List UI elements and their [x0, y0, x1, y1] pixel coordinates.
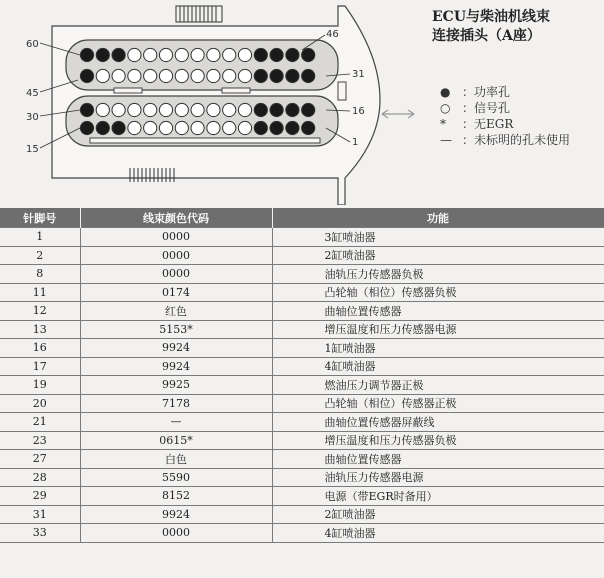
power-hole	[254, 121, 267, 134]
lower-bar	[90, 138, 320, 143]
table-header-row	[0, 208, 604, 228]
header-color: 线束颜色代码	[80, 208, 272, 228]
signal-hole	[159, 103, 172, 116]
function-cell: 油轨压力传感器负极	[272, 265, 604, 284]
pin-cell: 8	[0, 265, 80, 284]
function-cell: 4缸喷油器	[272, 357, 604, 376]
signal-hole	[223, 69, 236, 82]
pin-cell: 21	[0, 413, 80, 432]
power-hole	[270, 48, 283, 61]
signal-hole	[112, 103, 125, 116]
pin-cell: 13	[0, 320, 80, 339]
table-row	[0, 376, 604, 395]
power-hole	[302, 69, 315, 82]
table-row	[0, 468, 604, 487]
power-hole	[286, 48, 299, 61]
power-hole	[112, 121, 125, 134]
title-line-1: ECU与柴油机线束	[432, 9, 551, 25]
legend-unused	[440, 132, 570, 148]
signal-hole	[159, 121, 172, 134]
color-code-cell: 9924	[80, 357, 272, 376]
pin-cell: 23	[0, 431, 80, 450]
function-cell: 3缸喷油器	[272, 228, 604, 247]
legend-power	[440, 84, 570, 100]
table-row	[0, 246, 604, 265]
color-code-cell: 0000	[80, 246, 272, 265]
function-cell: 曲轴位置传感器	[272, 302, 604, 321]
signal-hole	[207, 121, 220, 134]
top-ribs	[176, 6, 222, 22]
power-hole	[270, 121, 283, 134]
signal-hole	[96, 103, 109, 116]
power-hole	[286, 103, 299, 116]
power-hole	[254, 69, 267, 82]
color-code-cell: 白色	[80, 450, 272, 469]
pin-cell: 20	[0, 394, 80, 413]
double-arrow-icon	[378, 108, 418, 120]
function-cell: 凸轮轴（相位）传感器负极	[272, 283, 604, 302]
color-code-cell: 0000	[80, 228, 272, 247]
signal-hole	[223, 48, 236, 61]
function-cell: 增压温度和压力传感器负极	[272, 431, 604, 450]
power-hole	[302, 48, 315, 61]
pin-label-16: 16	[352, 106, 365, 117]
signal-hole	[128, 69, 141, 82]
signal-hole	[191, 69, 204, 82]
signal-hole	[144, 121, 157, 134]
signal-hole	[207, 69, 220, 82]
signal-hole	[175, 48, 188, 61]
power-hole	[80, 48, 93, 61]
signal-hole	[159, 48, 172, 61]
signal-hole	[207, 48, 220, 61]
power-hole	[270, 69, 283, 82]
signal-hole	[96, 69, 109, 82]
pin-cell: 11	[0, 283, 80, 302]
dash-icon: —	[440, 133, 452, 147]
color-code-cell: 9924	[80, 505, 272, 524]
pin-label-45: 45	[26, 88, 39, 99]
table-row	[0, 265, 604, 284]
signal-hole	[191, 48, 204, 61]
signal-hole	[159, 69, 172, 82]
power-hole	[302, 121, 315, 134]
legend	[440, 84, 570, 148]
power-hole	[254, 103, 267, 116]
signal-hole	[175, 103, 188, 116]
pin-label-15: 15	[26, 144, 39, 155]
color-code-cell: 5153*	[80, 320, 272, 339]
pin-table	[0, 208, 604, 543]
table-row	[0, 339, 604, 358]
pin-cell: 28	[0, 468, 80, 487]
function-cell: 曲轴位置传感器屏蔽线	[272, 413, 604, 432]
signal-hole	[223, 121, 236, 134]
signal-hole	[238, 48, 251, 61]
pin-cell: 29	[0, 487, 80, 506]
diagram-title	[432, 8, 550, 46]
power-hole	[286, 121, 299, 134]
upper-key-slot	[222, 88, 250, 93]
power-hole	[80, 121, 93, 134]
color-code-cell: 红色	[80, 302, 272, 321]
power-hole	[112, 48, 125, 61]
table-row	[0, 302, 604, 321]
function-cell: 1缸喷油器	[272, 339, 604, 358]
legend-signal-label: ：信号孔	[462, 101, 511, 115]
signal-hole	[175, 69, 188, 82]
pin-label-46: 46	[326, 29, 339, 40]
pin-cell: 1	[0, 228, 80, 247]
upper-pin-block	[66, 40, 338, 90]
color-code-cell: 0000	[80, 524, 272, 543]
color-code-cell: 5590	[80, 468, 272, 487]
upper-key-slot	[114, 88, 142, 93]
table-row	[0, 413, 604, 432]
color-code-cell: —	[80, 413, 272, 432]
title-line-2: 连接插头（A座）	[432, 28, 541, 44]
signal-hole	[144, 69, 157, 82]
power-hole	[254, 48, 267, 61]
function-cell: 增压温度和压力传感器电源	[272, 320, 604, 339]
signal-hole	[238, 103, 251, 116]
pin-cell: 31	[0, 505, 80, 524]
power-hole	[270, 103, 283, 116]
color-code-cell: 0000	[80, 265, 272, 284]
signal-hole	[128, 103, 141, 116]
color-code-cell: 0615*	[80, 431, 272, 450]
power-hole	[286, 69, 299, 82]
pin-cell: 17	[0, 357, 80, 376]
legend-egr-label: ：无EGR	[462, 117, 514, 131]
function-cell: 燃油压力调节器正极	[272, 376, 604, 395]
table-row	[0, 431, 604, 450]
signal-hole	[144, 48, 157, 61]
table-row	[0, 283, 604, 302]
signal-hole	[128, 121, 141, 134]
legend-unused-label: ：未标明的孔未使用	[462, 133, 571, 147]
color-code-cell: 9925	[80, 376, 272, 395]
pin-cell: 16	[0, 339, 80, 358]
pin-cell: 12	[0, 302, 80, 321]
function-cell: 电源（带EGR时备用）	[272, 487, 604, 506]
pin-cell: 2	[0, 246, 80, 265]
table-row	[0, 357, 604, 376]
header-function: 功能	[272, 208, 604, 228]
empty-circle-icon: ○	[440, 101, 451, 115]
pin-cell: 19	[0, 376, 80, 395]
table-row	[0, 394, 604, 413]
legend-power-label: ：功率孔	[462, 85, 511, 99]
function-cell: 曲轴位置传感器	[272, 450, 604, 469]
signal-hole	[175, 121, 188, 134]
table-row	[0, 505, 604, 524]
function-cell: 2缸喷油器	[272, 246, 604, 265]
pin-label-60: 60	[26, 39, 39, 50]
header-pin: 针脚号	[0, 208, 80, 228]
pin-label-31: 31	[352, 69, 365, 80]
signal-hole	[191, 121, 204, 134]
signal-hole	[207, 103, 220, 116]
signal-hole	[191, 103, 204, 116]
table-row	[0, 450, 604, 469]
function-cell: 4缸喷油器	[272, 524, 604, 543]
power-hole	[80, 103, 93, 116]
pin-cell: 33	[0, 524, 80, 543]
legend-egr	[440, 116, 570, 132]
table-row	[0, 487, 604, 506]
function-cell: 2缸喷油器	[272, 505, 604, 524]
function-cell: 凸轮轴（相位）传感器正极	[272, 394, 604, 413]
table-row	[0, 228, 604, 247]
signal-hole	[238, 69, 251, 82]
pin-label-1: 1	[352, 137, 359, 148]
legend-signal	[440, 100, 570, 116]
signal-hole	[223, 103, 236, 116]
table-row	[0, 320, 604, 339]
pin-cell: 27	[0, 450, 80, 469]
power-hole	[96, 121, 109, 134]
signal-hole	[112, 69, 125, 82]
asterisk-icon: *	[440, 117, 446, 131]
signal-hole	[144, 103, 157, 116]
side-tab	[338, 82, 346, 100]
color-code-cell: 9924	[80, 339, 272, 358]
power-hole	[80, 69, 93, 82]
signal-hole	[238, 121, 251, 134]
signal-hole	[128, 48, 141, 61]
color-code-cell: 8152	[80, 487, 272, 506]
color-code-cell: 0174	[80, 283, 272, 302]
power-hole	[302, 103, 315, 116]
filled-circle-icon: ●	[440, 85, 451, 99]
power-hole	[96, 48, 109, 61]
function-cell: 油轨压力传感器电源	[272, 468, 604, 487]
pin-label-30: 30	[26, 112, 39, 123]
table-row	[0, 524, 604, 543]
color-code-cell: 7178	[80, 394, 272, 413]
